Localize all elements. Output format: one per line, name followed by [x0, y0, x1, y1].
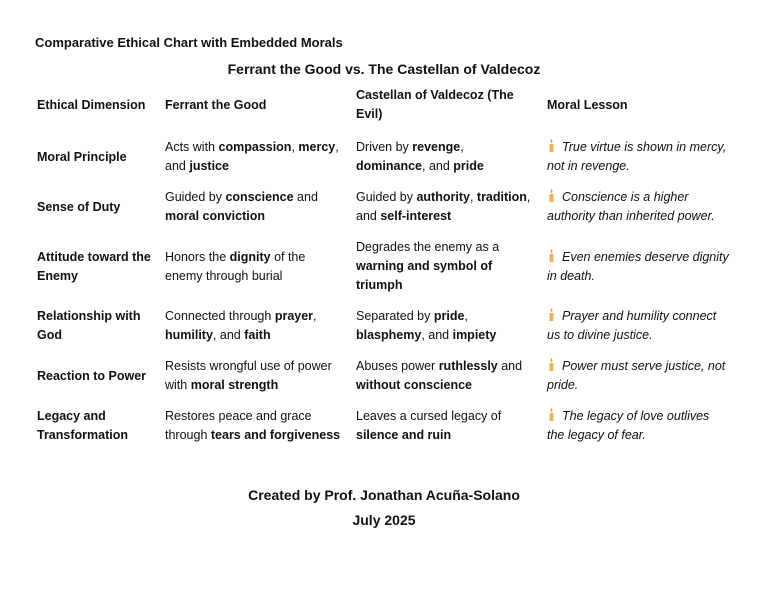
author-credit: Created by Prof. Jonathan Acuña-Solano — [248, 487, 520, 503]
ferrant-cell — [159, 138, 350, 188]
moral-lesson-text: Power must serve justice, not pride. — [547, 359, 726, 392]
emphasized-term: authority — [416, 190, 470, 204]
header-row — [31, 86, 735, 138]
moral-lesson-text: Even enemies deserve dignity in death. — [547, 249, 729, 283]
cell-text: Leaves a cursed legacy of — [356, 409, 502, 423]
emphasized-term: humility — [165, 328, 213, 342]
moral-lesson-cell — [541, 307, 735, 357]
emphasized-term: justice — [189, 159, 229, 173]
cell-text: Acts with — [165, 140, 219, 154]
cell-text: of the enemy through burial — [165, 249, 306, 283]
ethical-comparison-table — [31, 86, 735, 457]
emphasized-term: compassion — [218, 140, 292, 154]
dimension-cell: Moral Principle — [37, 149, 127, 164]
moral-lesson-cell — [541, 238, 735, 307]
candle-icon — [547, 189, 556, 202]
moral-lesson-cell — [541, 138, 735, 188]
table-header — [31, 86, 735, 138]
cell-text: Abuses power — [356, 359, 439, 373]
header-ferrant: Ferrant the Good — [165, 97, 267, 112]
table-body — [31, 138, 735, 457]
header-ethical-dimension: Ethical Dimension — [37, 97, 146, 112]
dimension-cell: Relationship with God — [37, 309, 141, 342]
cell-text: Guided by — [165, 190, 226, 204]
emphasized-term: pride — [433, 309, 465, 323]
moral-lesson-text: Conscience is a higher authority than inherited power. — [547, 190, 715, 223]
ferrant-cell — [159, 188, 350, 238]
ferrant-cell — [159, 357, 350, 407]
ferrant-cell — [159, 407, 350, 457]
table-row-sense-of-duty — [31, 188, 735, 238]
cell-text: , — [464, 309, 468, 323]
ferrant-cell — [159, 307, 350, 357]
emphasized-term: revenge — [412, 140, 461, 154]
emphasized-term: tradition — [476, 190, 527, 204]
emphasized-term: warning and symbol of triumph — [356, 259, 493, 292]
table-row-relationship-with-god — [31, 307, 735, 357]
candle-icon — [547, 139, 556, 152]
dimension-cell: Reaction to Power — [37, 368, 147, 383]
cell-text: , and — [421, 328, 453, 342]
moral-lesson-cell — [541, 188, 735, 238]
cell-text: , — [460, 140, 464, 154]
header-castellan: Castellan of Valdecoz (The Evil) — [356, 88, 514, 121]
cell-text: and — [293, 190, 318, 204]
table-row-legacy-and-transformation — [31, 407, 735, 457]
cell-text: Driven by — [356, 140, 413, 154]
dimension-cell: Attitude toward the Enemy — [37, 249, 151, 283]
cell-text: , — [291, 140, 299, 154]
cell-text: Restores peace and grace through — [165, 409, 312, 442]
document-heading: Comparative Ethical Chart with Embedded Morals — [35, 35, 343, 50]
emphasized-term: moral conviction — [165, 209, 266, 223]
emphasized-term: blasphemy — [356, 328, 422, 342]
castellan-cell — [350, 407, 541, 457]
cell-text: Connected through — [165, 309, 275, 323]
dimension-cell: Legacy and Transformation — [37, 409, 128, 442]
cell-text: Degrades the enemy as a — [356, 240, 500, 254]
emphasized-term: ruthlessly — [438, 359, 498, 373]
table-row-attitude-toward-the-enemy — [31, 238, 735, 307]
cell-text: , and — [165, 140, 339, 173]
table-row-reaction-to-power — [31, 357, 735, 407]
emphasized-term: mercy — [298, 140, 336, 154]
moral-lesson-text: True virtue is shown in mercy, not in revenge. — [547, 140, 727, 173]
moral-lesson-cell — [541, 357, 735, 407]
chart-title: Ferrant the Good vs. The Castellan of Valdecoz — [227, 61, 541, 77]
cell-text: Honors the — [165, 249, 230, 264]
header-moral-lesson: Moral Lesson — [547, 97, 628, 112]
castellan-cell — [350, 188, 541, 238]
candle-icon — [547, 249, 556, 262]
cell-text: , and — [356, 190, 531, 223]
castellan-cell — [350, 138, 541, 188]
emphasized-term: conscience — [225, 190, 294, 204]
emphasized-term: pride — [453, 159, 484, 173]
emphasized-term: faith — [244, 328, 271, 342]
publication-date: July 2025 — [352, 512, 416, 528]
moral-lesson-text: The legacy of love outlives the legacy of fear. — [547, 409, 710, 442]
candle-icon — [547, 308, 556, 321]
emphasized-term: self-interest — [380, 209, 452, 223]
castellan-cell — [350, 357, 541, 407]
cell-text: Guided by — [356, 190, 417, 204]
cell-text: , — [313, 309, 317, 323]
cell-text: , and — [212, 328, 245, 342]
candle-icon — [547, 408, 556, 421]
emphasized-term: tears and forgiveness — [210, 428, 341, 442]
moral-lesson-text: Prayer and humility connect us to divine justice. — [547, 309, 717, 342]
emphasized-term: dominance — [356, 159, 422, 173]
castellan-cell — [350, 238, 541, 307]
emphasized-term: silence and ruin — [356, 428, 452, 442]
emphasized-term: dignity — [229, 249, 271, 264]
emphasized-term: without conscience — [356, 378, 472, 392]
emphasized-term: moral strength — [190, 378, 279, 392]
cell-text: and — [497, 359, 523, 373]
candle-icon — [547, 358, 556, 371]
cell-text: Resists wrongful use of power with — [165, 359, 332, 392]
dimension-cell: Sense of Duty — [37, 199, 121, 214]
cell-text: , — [469, 190, 477, 204]
ferrant-cell — [159, 238, 350, 307]
cell-text: Separated by — [356, 309, 434, 323]
moral-lesson-cell — [541, 407, 735, 457]
castellan-cell — [350, 307, 541, 357]
emphasized-term: impiety — [452, 328, 497, 342]
emphasized-term: prayer — [274, 309, 314, 323]
cell-text: , and — [422, 159, 454, 173]
table-row-moral-principle — [31, 138, 735, 188]
